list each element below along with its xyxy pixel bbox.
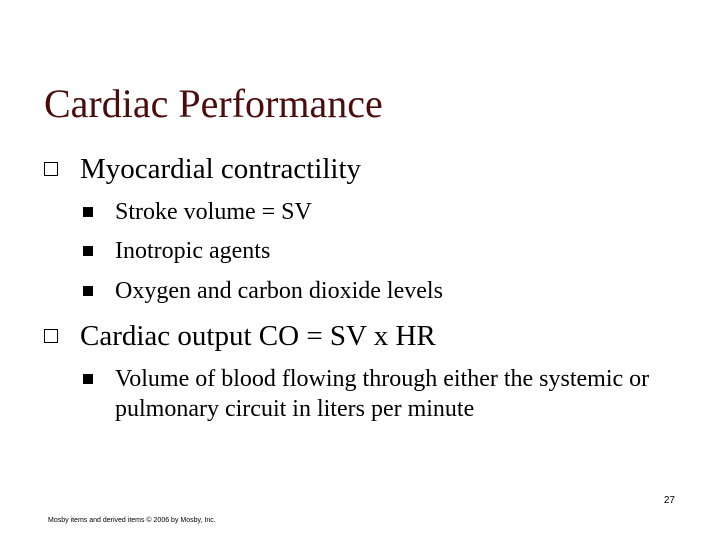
- page-number: 27: [663, 495, 675, 506]
- bullet-point-1: [44, 152, 362, 185]
- sub-bullet-text: Oxygen and carbon dioxide levels: [115, 278, 443, 304]
- bullet-point-text: Cardiac output CO = SV x HR: [80, 320, 436, 352]
- bullet-point-text: Myocardial contractility: [80, 153, 362, 185]
- sub-bullet-text: Stroke volume = SV: [115, 199, 312, 225]
- filled-square-icon: [83, 246, 93, 256]
- filled-square-icon: [83, 207, 93, 217]
- hollow-square-icon: [44, 162, 58, 176]
- filled-square-icon: [83, 286, 93, 296]
- slide-title: Cardiac Performance: [44, 81, 383, 126]
- bullet-point-2: [44, 319, 436, 352]
- hollow-square-icon: [44, 329, 58, 343]
- filled-square-icon: [83, 374, 93, 384]
- sub-bullet-text: Inotropic agents: [115, 238, 271, 264]
- copyright-footer: Mosby items and derived items © 2006 by Mosby, Inc.: [48, 517, 216, 524]
- sub-bullet-text: Volume of blood flowing through either the systemic or pulmonary circuit in liters per minute: [115, 366, 650, 422]
